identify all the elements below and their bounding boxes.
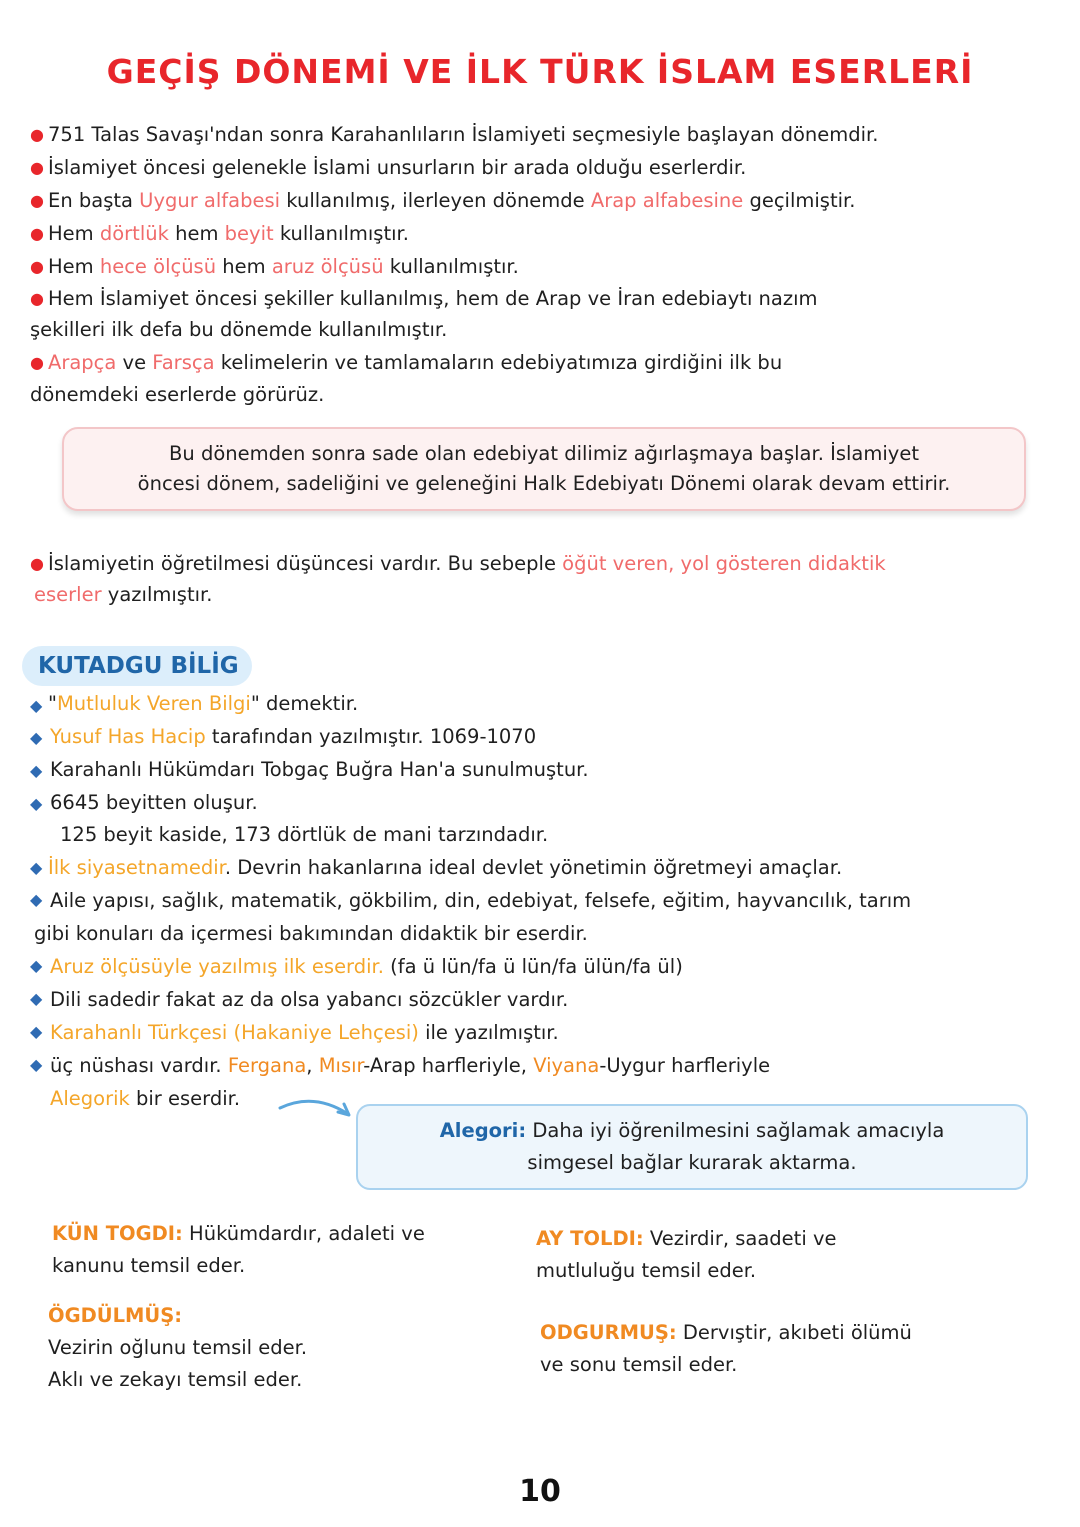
- bullet-icon: ◆: [30, 989, 43, 1008]
- character-ogdulmus-line2: Aklı ve zekayı temsil eder.: [48, 1368, 303, 1391]
- character-ay-toldi-line1: AY TOLDI: Vezirdir, saadeti ve: [536, 1227, 837, 1250]
- kutadgu-item-2: Yusuf Has Hacip tarafından yazılmıştır. 1069-1070: [50, 725, 537, 748]
- bullet-icon: ◆: [30, 1055, 43, 1074]
- page-number: 10: [519, 1474, 561, 1509]
- bullet-icon: ●: [30, 257, 44, 276]
- didactic-line-1: İslamiyetin öğretilmesi düşüncesi vardır. Bu sebeple öğüt veren, yol gösteren didaktik: [48, 552, 886, 575]
- kutadgu-item-1: "Mutluluk Veren Bilgi" demektir.: [48, 692, 359, 715]
- intro-bullet-2: İslamiyet öncesi gelenekle İslami unsurların bir arada olduğu eserlerdir.: [48, 156, 747, 179]
- bullet-icon: ◆: [30, 1022, 43, 1041]
- character-ogdulmus-name: ÖGDÜLMÜŞ:: [48, 1304, 183, 1327]
- bullet-icon: ◆: [30, 728, 43, 747]
- callout-line-1: Bu dönemden sonra sade olan edebiyat dilimiz ağırlaşmaya başlar. İslamiyet: [169, 442, 919, 465]
- bullet-icon: ◆: [30, 761, 43, 780]
- alegori-definition-box: [356, 1104, 1028, 1190]
- character-odgurmus-line1: ODGURMUŞ: Dervıştir, akıbeti ölümü: [540, 1321, 912, 1344]
- kutadgu-item-4b: 125 beyit kaside, 173 dörtlük de mani tarzındadır.: [60, 823, 549, 846]
- kutadgu-item-8: Dili sadedir fakat az da olsa yabancı sözcükler vardır.: [50, 988, 569, 1011]
- section-heading-kutadgu-bilig: KUTADGU BİLİG: [22, 646, 252, 686]
- bullet-icon: ●: [30, 554, 44, 573]
- kutadgu-item-7: Aruz ölçüsüyle yazılmış ilk eserdir. (fa ü lün/fa ü lün/fa ülün/fa ül): [50, 955, 683, 978]
- page-title: GEÇİŞ DÖNEMİ VE İLK TÜRK İSLAM ESERLERİ: [106, 52, 974, 91]
- info-callout: [62, 427, 1026, 511]
- character-ay-toldi-line2: mutluluğu temsil eder.: [536, 1259, 757, 1282]
- bullet-icon: ●: [30, 125, 44, 144]
- intro-bullet-7-line2: dönemdeki eserlerde görürüz.: [30, 383, 325, 406]
- kutadgu-item-4: 6645 beyitten oluşur.: [50, 791, 258, 814]
- kutadgu-item-10: üç nüshası vardır. Fergana, Mısır-Arap harfleriyle, Viyana-Uygur harfleriyle: [50, 1054, 771, 1077]
- callout-line-2: öncesi dönem, sadeliğini ve geleneğini Halk Edebiyatı Dönemi olarak devam ettirir.: [137, 472, 951, 495]
- bullet-icon: ◆: [30, 956, 43, 975]
- character-odgurmus-line2: ve sonu temsil eder.: [540, 1353, 738, 1376]
- intro-bullet-4: Hem dörtlük hem beyit kullanılmıştır.: [48, 222, 409, 245]
- kutadgu-item-6-line2: gibi konuları da içermesi bakımından didaktik bir eserdir.: [34, 922, 588, 945]
- kutadgu-item-11: Alegorik bir eserdir.: [50, 1087, 241, 1110]
- bullet-icon: ●: [30, 158, 44, 177]
- bullet-icon: ◆: [30, 794, 43, 813]
- kutadgu-item-9: Karahanlı Türkçesi (Hakaniye Lehçesi) ile yazılmıştır.: [50, 1021, 559, 1044]
- character-kun-togdi-line1: KÜN TOGDI: Hükümdardır, adaleti ve: [52, 1222, 425, 1245]
- bullet-icon: ●: [30, 353, 44, 372]
- bullet-icon: ●: [30, 289, 44, 308]
- character-kun-togdi-line2: kanunu temsil eder.: [52, 1254, 246, 1277]
- bullet-icon: ◆: [30, 890, 43, 909]
- didactic-line-2: eserler yazılmıştır.: [34, 583, 213, 606]
- bullet-icon: ◆: [30, 858, 43, 877]
- alegori-line-1: Alegori: Daha iyi öğrenilmesini sağlamak amacıyla: [439, 1119, 945, 1142]
- arrow-right-icon: [276, 1088, 356, 1124]
- alegori-line-2: simgesel bağlar kurarak aktarma.: [527, 1151, 857, 1174]
- bullet-icon: ●: [30, 191, 44, 210]
- kutadgu-item-3: Karahanlı Hükümdarı Tobgaç Buğra Han'a sunulmuştur.: [50, 758, 589, 781]
- intro-bullet-1: 751 Talas Savaşı'ndan sonra Karahanlıların İslamiyeti seçmesiyle başlayan dönemdir.: [48, 123, 879, 146]
- kutadgu-item-6-line1: Aile yapısı, sağlık, matematik, gökbilim, din, edebiyat, felsefe, eğitim, hayvancılık, tarım: [50, 889, 912, 912]
- intro-bullet-5: Hem hece ölçüsü hem aruz ölçüsü kullanılmıştır.: [48, 255, 519, 278]
- kutadgu-item-5: İlk siyasetnamedir. Devrin hakanlarına ideal devlet yönetimin öğretmeyi amaçlar.: [48, 856, 843, 879]
- intro-bullet-7-line1: Arapça ve Farsça kelimelerin ve tamlamaların edebiyatımıza girdiğini ilk bu: [48, 351, 783, 374]
- intro-bullet-3: En başta Uygur alfabesi kullanılmış, ilerleyen dönemde Arap alfabesine geçilmiştir.: [48, 189, 856, 212]
- intro-bullet-6-line2: şekilleri ilk defa bu dönemde kullanılmıştır.: [30, 318, 448, 341]
- bullet-icon: ●: [30, 224, 44, 243]
- intro-bullet-6-line1: Hem İslamiyet öncesi şekiller kullanılmış, hem de Arap ve İran edebiaytı nazım: [48, 287, 818, 310]
- bullet-icon: ◆: [30, 696, 43, 715]
- character-ogdulmus-line1: Vezirin oğlunu temsil eder.: [48, 1336, 308, 1359]
